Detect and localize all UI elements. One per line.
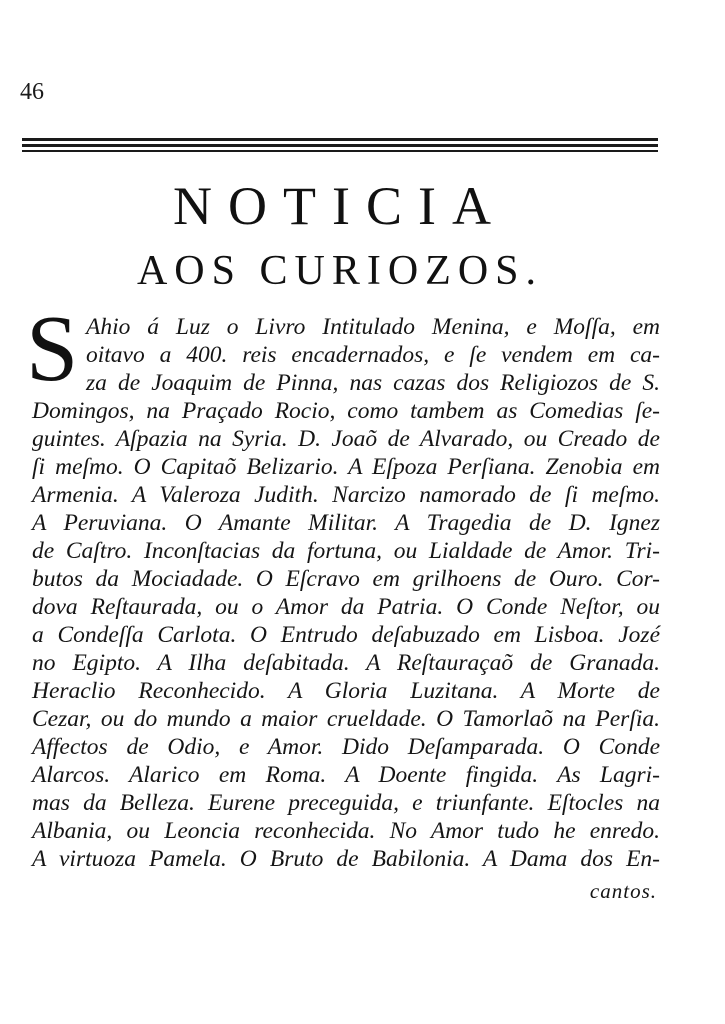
text-line: Alarcos. Alarico em Roma. A Doente fingida. As Lagri- (32, 762, 660, 788)
text-line: mas da Belleza. Eurene preceguida, e triunfante. Eſtocles na (32, 790, 660, 816)
text-line: Ahio á Luz o Livro Intitulado Menina, e Moſſa, em (86, 314, 660, 340)
text-line: no Egipto. A Ilha deſabitada. A Reſtauraçaõ de Granada. (32, 650, 660, 676)
text-line: Armenia. A Valeroza Judith. Narcizo namorado de ſi meſmo. (32, 482, 660, 508)
text-line: Cezar, ou do mundo a maior crueldade. O Tamorlaõ na Perſia. (32, 706, 660, 732)
drop-cap: S (26, 297, 79, 401)
text-line: guintes. Aſpazia na Syria. D. Joaõ de Alvarado, ou Creado de (32, 426, 660, 452)
text-line: a Condeſſa Carlota. O Entrudo deſabuzado em Lisboa. Jozé (32, 622, 660, 648)
text-line: Heraclio Reconhecido. A Gloria Luzitana. A Morte de (32, 678, 660, 704)
text-line: za de Joaquim de Pinna, nas cazas dos Religiozos de S. (86, 370, 660, 396)
text-line: A virtuoza Pamela. O Bruto de Babilonia. A Dama dos En- (32, 846, 660, 872)
text-line: Domingos, na Praçado Rocio, como tambem as Comedias ſe- (32, 398, 660, 424)
text-line: oitavo a 400. reis encadernados, e ſe vendem em ca- (86, 342, 660, 368)
page-number: 46 (20, 79, 44, 105)
page-subtitle: AOS CURIOZOS. (136, 248, 544, 294)
page-title: NOTICIA (173, 176, 507, 236)
text-line: de Caſtro. Inconſtacias da fortuna, ou Lialdade de Amor. Tri- (32, 538, 660, 564)
text-line: Affectos de Odio, e Amor. Dido Deſamparada. O Conde (32, 734, 660, 760)
text-line: butos da Mociadade. O Eſcravo em grilhoens de Ouro. Cor- (32, 566, 660, 592)
text-line: A Peruviana. O Amante Militar. A Tragedia de D. Ignez (32, 510, 660, 536)
text-line: cantos. (589, 879, 657, 903)
text-line: dova Reſtaurada, ou o Amor da Patria. O Conde Neſtor, ou (32, 594, 660, 620)
text-line: Albania, ou Leoncia reconhecida. No Amor tudo he enredo. (32, 818, 660, 844)
text-line: ſi meſmo. O Capitaõ Belizario. A Eſpoza Perſiana. Zenobia em (32, 454, 660, 480)
